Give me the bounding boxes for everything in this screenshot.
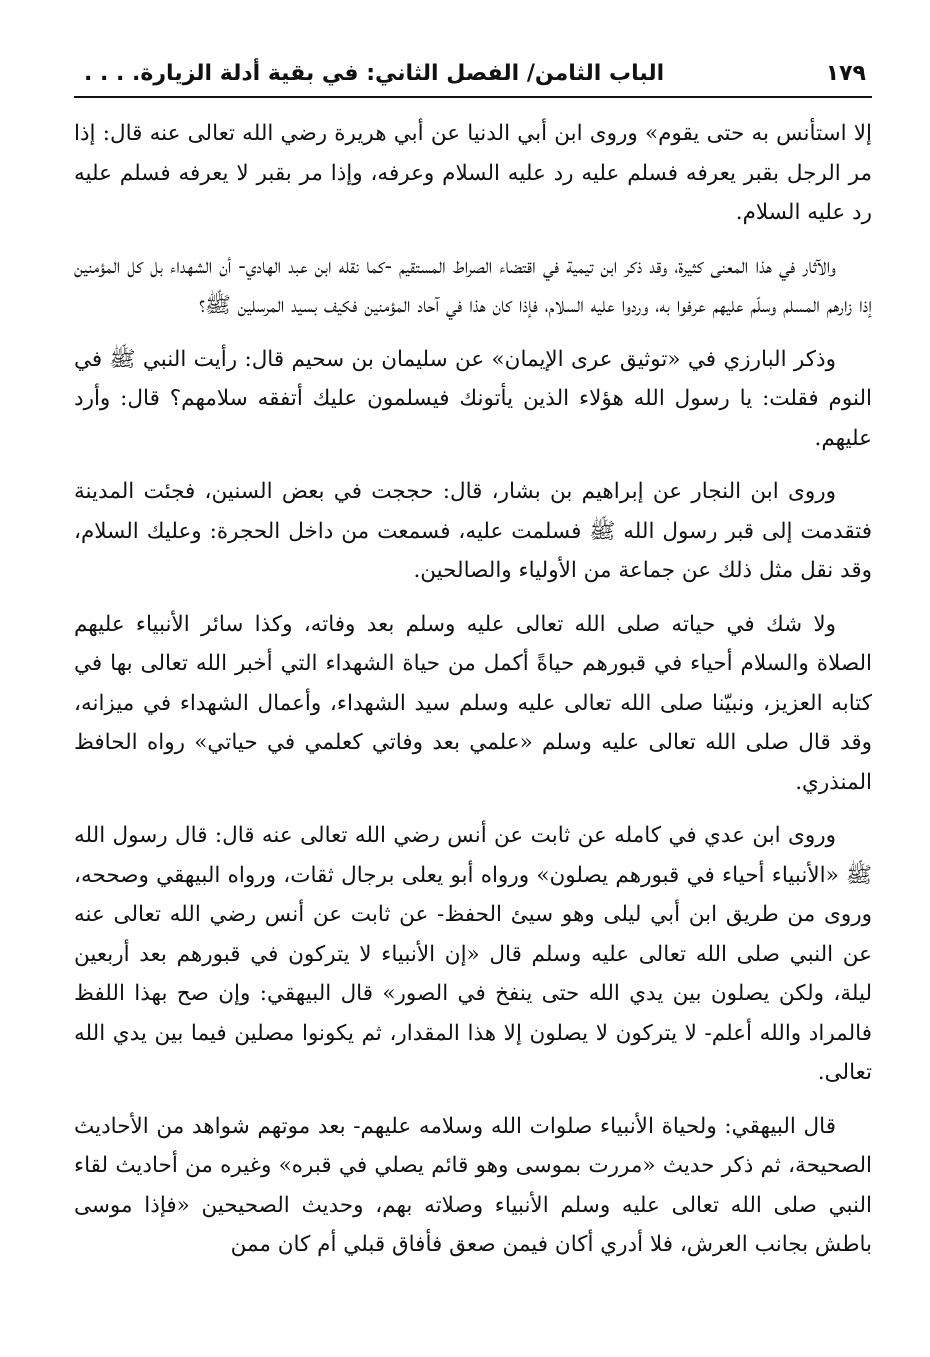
paragraph-6: وروى ابن عدي في كامله عن ثابت عن أنس رضي الله تعالى عنه قال: قال رسول الله ﷺ «الأنبياء أحياء في قبورهم يصلون» ورواه أبو يعلى برجال ثقات، ورواه البيهقي وصححه، وروى من طريق ابن أبي ليلى وهو سيئ الحفظ- عن ثابت عن أنس رضي الله تعالى عنه عن النبي صلى الله تعالى عليه وسلم قال «إن الأنبياء لا يتركون في قبورهم بعد أربعين ليلة، ولكن يصلون بين يدي الله حتى ينفخ في الصور» قال البيهقي: وإن صح بهذا اللفظ فالمراد والله أعلم- لا يتركون لا يصلون إلا هذا المقدار، ثم يكونوا مصلين فيما بين يدي الله تعالى. — [74, 823, 872, 1085]
paragraph-5: ولا شك في حياته صلى الله تعالى عليه وسلم بعد وفاته، وكذا سائر الأنبياء عليهم الصلاة والسلام أحياء في قبورهم حياةً أكمل من حياة الشهداء التي أخبر الله تعالى بها في كتابه العزيز، ونبيّنا صلى الله تعالى عليه وسلم سيد الشهداء، وأعمال الشهداء في ميزانه، وقد قال صلى الله تعالى عليه وسلم «علمي بعد وفاتي كعلمي في حياتي» رواه الحافظ المنذري. — [74, 611, 872, 795]
paragraph-3: وذكر البارزي في «توثيق عرى الإيمان» عن سليمان بن سحيم قال: رأيت النبي ﷺ في النوم فقلت: يا رسول الله هؤلاء الذين يأتونك فيسلمون عليك أتفقه سلامهم؟ قال: وأرد عليهم. — [74, 346, 872, 451]
paragraph-4: وروى ابن النجار عن إبراهيم بن بشار، قال: حججت في بعض السنين، فجئت المدينة فتقدمت إلى قبر رسول الله ﷺ فسلمت عليه، فسمعت من داخل الحجرة: وعليك السلام، وقد نقل مثل ذلك عن جماعة من الأولياء والصالحين. — [74, 479, 872, 583]
paragraph-1: إلا استأنس به حتى يقوم» وروى ابن أبي الدنيا عن أبي هريرة رضي الله تعالى عنه قال: إذا مر الرجل بقبر يعرفه فسلم عليه رد عليه السلام وعرفه، وإذا مر بقبر لا يعرفه فسلم عليه رد عليه السلام. — [74, 121, 872, 225]
paragraph-7: قال البيهقي: ولحياة الأنبياء صلوات الله وسلامه عليهم- بعد موتهم شواهد من الأحاديث الصحيحة، ثم ذكر حديث «مررت بموسى وهو قائم يصلي في قبره» وغيره من أحاديث لقاء النبي صلى الله تعالى عليه وسلم الأنبياء وصلاته بهم، وحديث الصحيحين «فإذا موسى باطش بجانب العرش، فلا أدري أكان فيمن صعق فأفاق قبلي أم كان ممن — [74, 1113, 872, 1257]
page-number: ١٧٩ — [825, 61, 866, 86]
body-text — [74, 114, 872, 1265]
chapter-title: الباب الثامن/ الفصل الثاني: في بقية أدلة الزيارة. . . . — [84, 61, 665, 86]
running-header — [74, 58, 872, 98]
paragraph-2: والآثار في هذا المعنى كثيرة، وقد ذكر ابن تيمية في اقتضاء الصراط المستقيم -كما نقله ابن عبد الهادي- أن الشهداء بل كل المؤمنين إذا زارهم المسلم وسلّم عليهم عرفوا به، وردوا عليه السلام، فإذا كان هذا في آحاد المؤمنين فكيف بسيد المرسلين ﷺ؟ — [74, 253, 872, 318]
